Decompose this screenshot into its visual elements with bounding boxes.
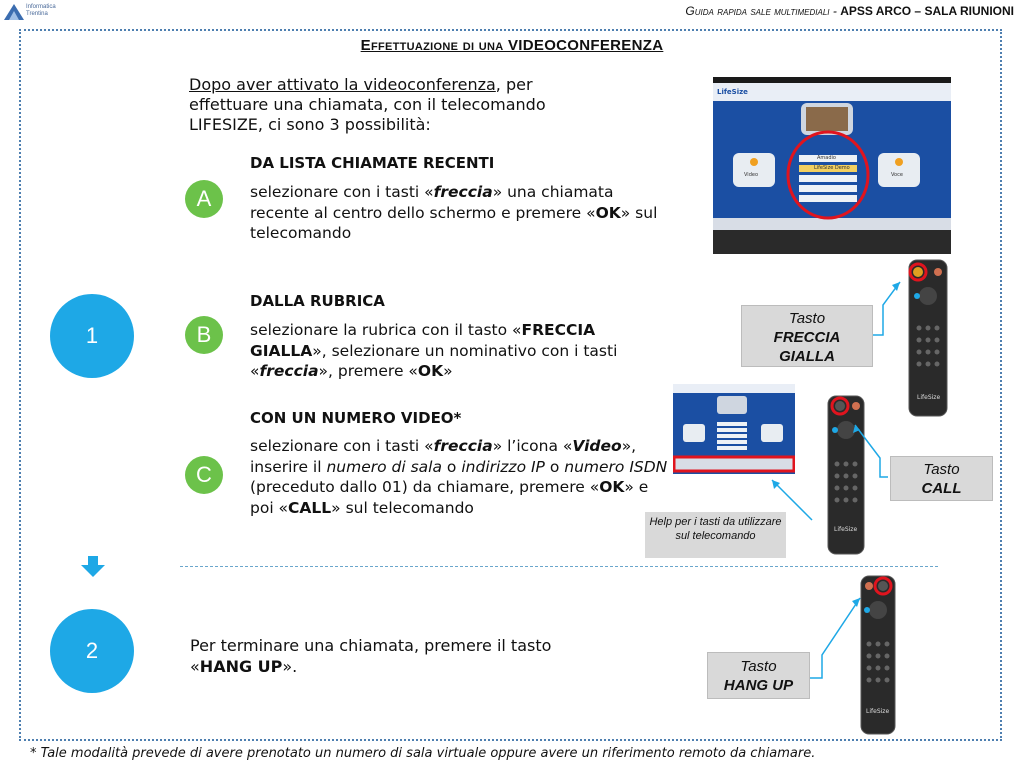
option-b-letter: B	[196, 322, 212, 347]
option-c-t3: » l’icona «	[492, 437, 573, 455]
step-2-t3: ».	[282, 656, 298, 676]
callout-hang-up	[707, 652, 810, 699]
remote-2-brand: LifeSize	[834, 526, 858, 533]
callout-freccia-gialla	[741, 305, 873, 367]
option-c-letter: C	[196, 462, 212, 487]
callout-help: Help per i tasti da utilizzare sul telecomando	[645, 512, 786, 558]
callout-call-line2: CALL	[921, 480, 962, 497]
option-c-numero-sala: numero di sala	[326, 457, 442, 476]
option-b-ok: OK	[417, 362, 444, 380]
section-title: Effettuazione di una VIDEOCONFERENZA	[360, 37, 664, 54]
remote-1-brand: LifeSize	[917, 394, 941, 401]
option-c-indirizzo-ip: indirizzo IP	[461, 457, 545, 476]
option-c-ok: OK	[599, 478, 625, 496]
option-c-t13: » e poi «	[250, 478, 649, 517]
intro-rest: , per effettuare una chiamata, con il telecomando LIFESIZE, ci sono 3 possibilità:	[189, 75, 546, 134]
screen-brand: LifeSize	[717, 88, 748, 96]
intro-underlined: Dopo aver attivato la videoconferenza	[189, 75, 496, 94]
option-c-t9: o	[544, 457, 565, 476]
screen-video-label: Video	[744, 172, 759, 178]
option-b-t5: », premere «	[318, 362, 418, 380]
option-a-freccia: freccia	[433, 183, 493, 201]
option-a-t3: » una chiamata recente al centro dello schermo e premere «	[250, 183, 614, 222]
option-c-t1: selezionare con i tasti «	[250, 437, 434, 455]
callout-freccia-gialla-line3: GIALLA	[779, 348, 835, 365]
step-2-t1: Per terminare una chiamata, premere il tasto «	[190, 636, 552, 676]
option-c-call: CALL	[288, 498, 332, 517]
screen-voce-label: Voce	[891, 172, 903, 178]
option-c-numero-isdn: numero ISDN	[564, 457, 668, 476]
option-a-t1: selezionare con i tasti «	[250, 183, 434, 201]
option-a-heading: DA LISTA CHIAMATE RECENTI	[250, 154, 495, 172]
option-a-letter: A	[196, 186, 212, 211]
callout-hang-up-line2: HANG UP	[723, 677, 794, 694]
option-a-ok: OK	[595, 203, 621, 222]
option-c-heading: CON UN NUMERO VIDEO*	[250, 409, 462, 427]
option-b-t1: selezionare la rubrica con il tasto «	[250, 321, 522, 339]
option-a-t5: » sul telecomando	[250, 203, 658, 242]
header-title-italic: Guida rapida sale multimediali -	[685, 4, 841, 18]
logo-line1: Informatica	[26, 4, 56, 10]
footnote: * Tale modalità prevede di avere prenotato un numero di sala virtuale oppure avere un riferimento remoto da chiamare.	[30, 746, 816, 761]
step-1-number: 1	[85, 323, 99, 348]
option-c-freccia: freccia	[433, 437, 493, 455]
screen-recent-1: Amadio	[817, 155, 836, 161]
option-b-t7: »	[443, 362, 453, 380]
callout-freccia-gialla-line2: FRECCIA	[773, 329, 841, 346]
option-c-t15: » sul telecomando	[331, 498, 474, 517]
option-b-heading: DALLA RUBRICA	[250, 292, 385, 310]
callout-call	[890, 456, 993, 501]
screen-recent-2: LifeSize Demo	[814, 165, 850, 171]
callout-freccia-gialla-line1: Tasto	[788, 310, 826, 327]
step-2-number: 2	[85, 638, 99, 663]
logo-line2: Trentina	[26, 11, 48, 17]
option-c-t5: », inserire il	[250, 437, 637, 476]
option-b-freccia-gialla: FRECCIA GIALLA	[250, 321, 596, 360]
header-title-bold: APSS ARCO – SALA RIUNIONI	[840, 4, 1014, 18]
callout-hang-up-line1: Tasto	[740, 658, 777, 675]
option-c-video: Video	[572, 437, 622, 455]
option-c-t11: (preceduto dallo 01) da chiamare, premere «	[250, 478, 600, 496]
callout-call-line1: Tasto	[923, 461, 960, 478]
option-c-t7: o	[442, 457, 462, 476]
option-b-t3: », selezionare un nominativo con i tasti «	[250, 341, 618, 380]
remote-3-brand: LifeSize	[866, 708, 890, 715]
step-2-hang-up: HANG UP	[199, 656, 283, 676]
option-b-freccia: freccia	[259, 362, 319, 380]
